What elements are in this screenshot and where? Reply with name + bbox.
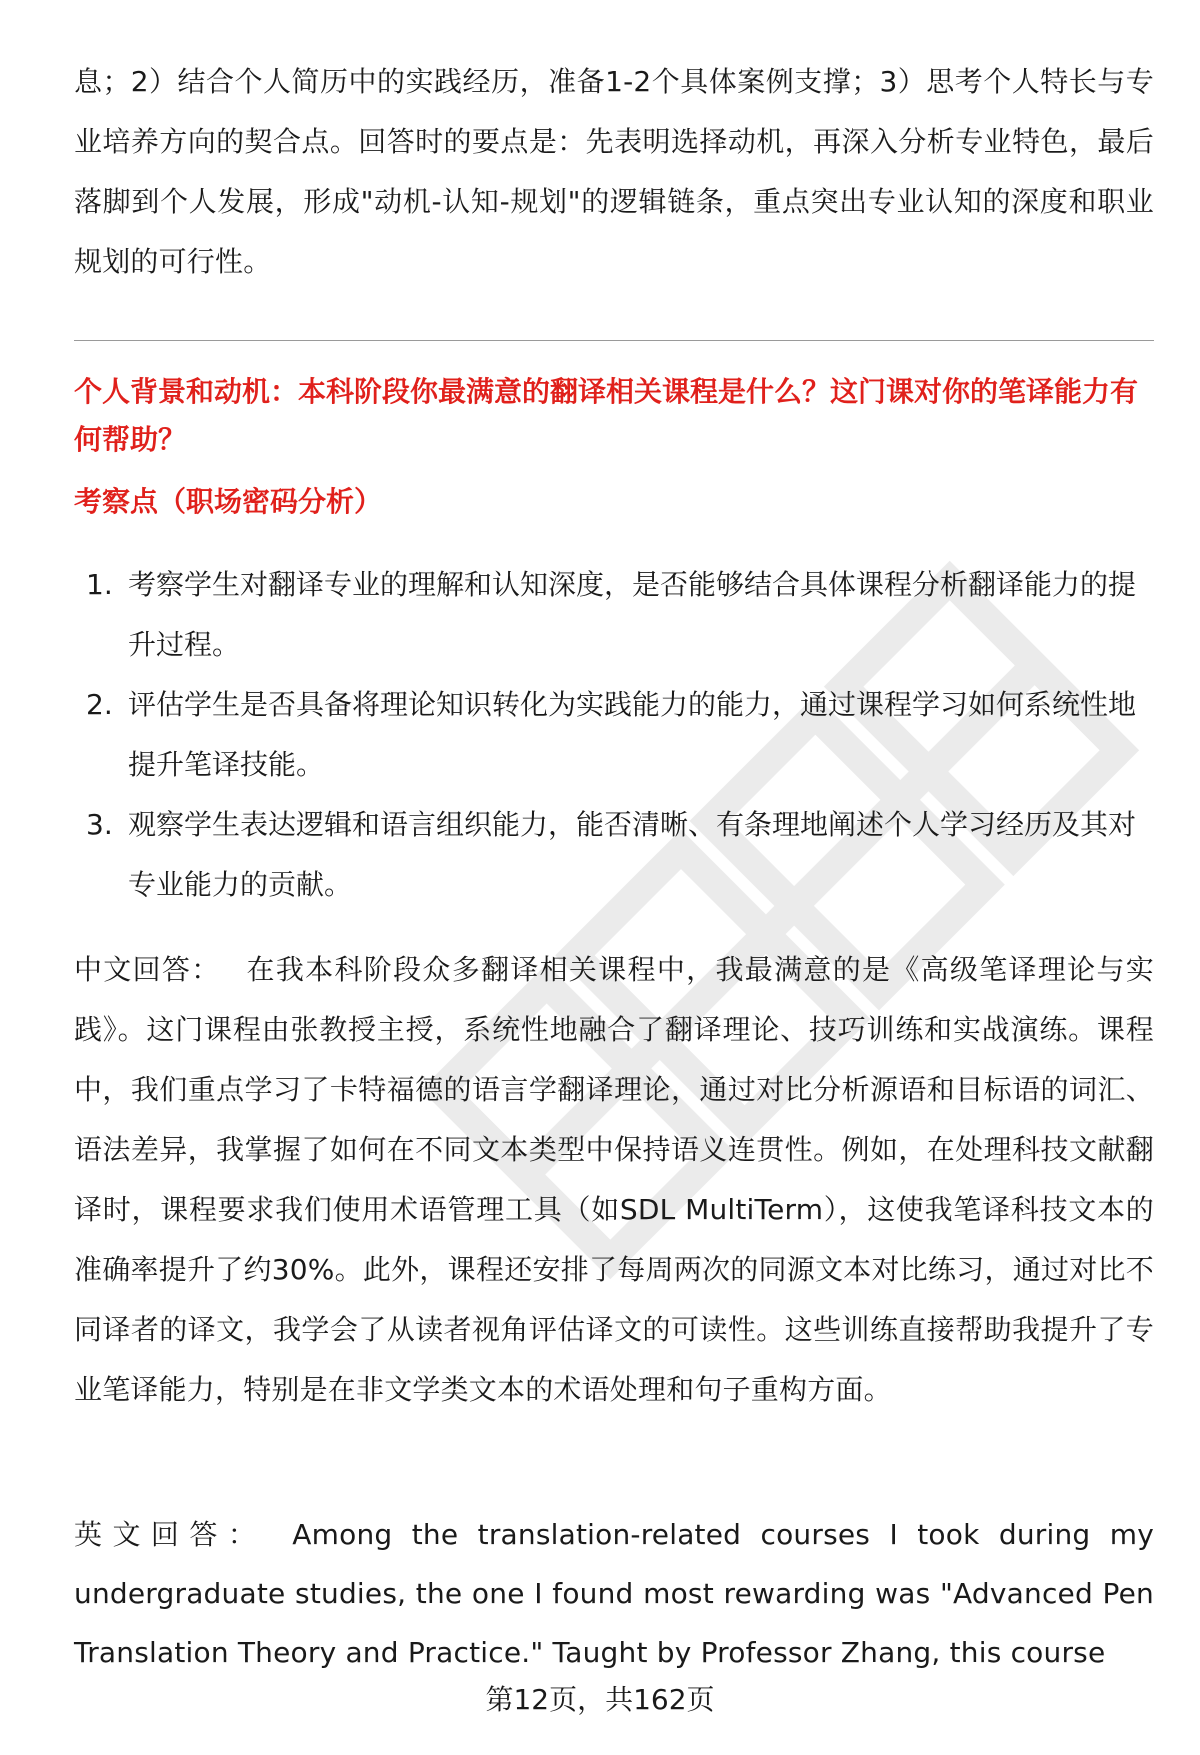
list-item xyxy=(74,555,1154,675)
chinese-answer-text: 在我本科阶段众多翻译相关课程中，我最满意的是《高级笔译理论与实践》。这门课程由张教授主授，系统性地融合了翻译理论、技巧训练和实战演练。课程中，我们重点学习了卡特福德的语言学翻译理论，通过对比分析源语和目标语的词汇、语法差异，我掌握了如何在不同文本类型中保持语义连贯性。例如，在处理科技文献翻译时，课程要求我们使用术语管理工具（如SDL MultiTerm），这使我笔译科技文本的准确率提升了约30%。此外，课程还安排了每周两次的同源文本对比练习，通过对比不同译者的译文，我学会了从读者视角评估译文的可读性。这些训练直接帮助我提升了专业笔译能力，特别是在非文学类文本的术语处理和句子重构方面。 xyxy=(74,953,1154,1406)
chinese-answer-label: 中文回答： xyxy=(74,953,221,986)
list-item-number: 2. xyxy=(86,688,113,721)
list-item-number: 3. xyxy=(86,808,113,841)
english-answer-paragraph xyxy=(74,1505,1154,1682)
question-heading: 个人背景和动机：本科阶段你最满意的翻译相关课程是什么？这门课对你的笔译能力有何帮助？ xyxy=(74,375,1139,456)
assessment-heading: 考察点（职场密码分析） xyxy=(74,485,383,518)
english-answer-label: 英文回答： xyxy=(74,1518,267,1551)
list-item xyxy=(74,675,1154,795)
list-item-text: 考察学生对翻译专业的理解和认知深度，是否能够结合具体课程分析翻译能力的提升过程。 xyxy=(128,568,1137,661)
section-divider xyxy=(74,340,1154,341)
assessment-points-list xyxy=(74,555,1154,915)
list-item-text: 观察学生表达逻辑和语言组织能力，能否清晰、有条理地阐述个人学习经历及其对专业能力的贡献。 xyxy=(128,808,1137,901)
list-item xyxy=(74,795,1154,915)
english-answer-text: Among the translation-related courses I took during my undergraduate studies, the one I found most rewarding was "Advanced Pen Translation Theory and Practice." Taught by Professor Zhang, this course xyxy=(74,1518,1154,1669)
page-number-footer: 第12页，共162页 xyxy=(485,1683,715,1716)
list-item-number: 1. xyxy=(86,568,113,601)
chinese-answer-paragraph xyxy=(74,940,1154,1420)
intro-paragraph: 息；2）结合个人简历中的实践经历，准备1-2个具体案例支撑；3）思考个人特长与专业培养方向的契合点。回答时的要点是：先表明选择动机，再深入分析专业特色，最后落脚到个人发展，形成"动机-认知-规划"的逻辑链条，重点突出专业认知的深度和职业规划的可行性。 xyxy=(74,65,1154,278)
list-item-text: 评估学生是否具备将理论知识转化为实践能力的能力，通过课程学习如何系统性地提升笔译技能。 xyxy=(128,688,1137,781)
